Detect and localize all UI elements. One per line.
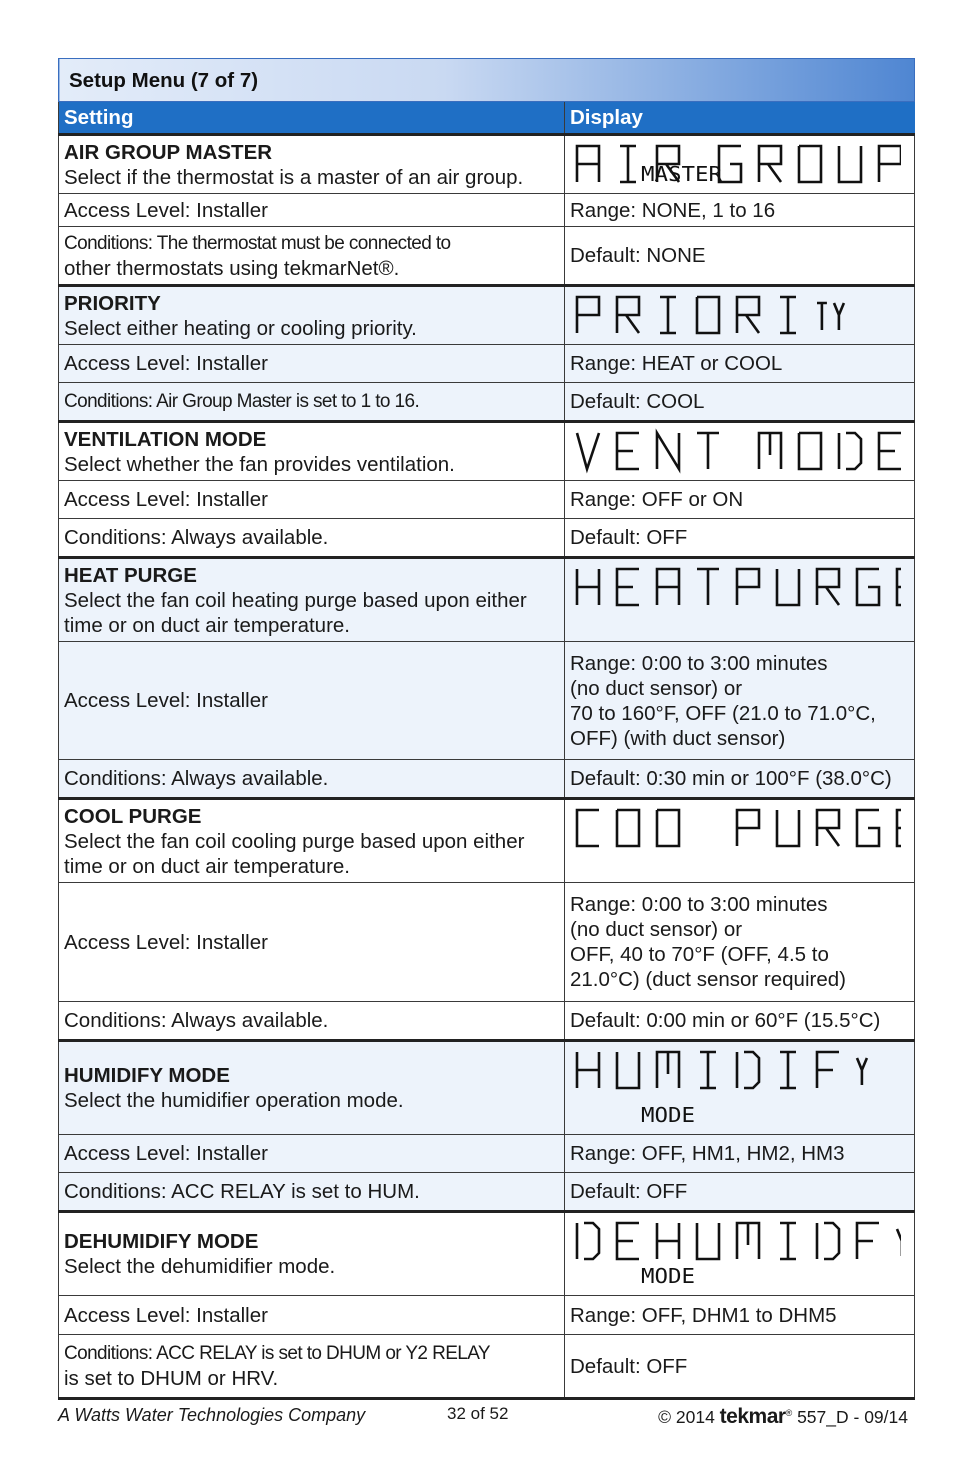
lcd-char	[577, 1052, 599, 1088]
access-level: Access Level: Installer	[59, 883, 565, 1002]
range-value	[565, 642, 915, 760]
conditions-line: other thermostats using tekmarNet®.	[64, 256, 400, 280]
lcd-char	[577, 433, 599, 469]
conditions-line: Conditions: ACC RELAY is set to HUM.	[64, 1180, 420, 1203]
lcd-char	[657, 569, 679, 605]
conditions-line: Conditions: Always available.	[64, 767, 329, 790]
air-group-master-lcd-display	[571, 136, 901, 193]
conditions-row-heat-purge	[59, 760, 915, 799]
dehumidify-mode-lcd-subtext: MODE	[641, 1264, 695, 1288]
conditions	[59, 1002, 565, 1041]
lcd-char	[817, 303, 827, 330]
range-line: 21.0°C) (duct sensor required)	[570, 968, 846, 991]
setting-cell	[59, 135, 565, 194]
setting-row-humidify-mode	[59, 1041, 915, 1135]
setting-cell	[59, 422, 565, 481]
lcd-char	[737, 569, 759, 605]
access-row-air-group-master	[59, 194, 915, 227]
access-level: Access Level: Installer	[59, 642, 565, 760]
display-cell	[565, 1212, 915, 1296]
access-level: Access Level: Installer	[59, 481, 565, 519]
setting-description: Select if the thermostat is a master of an air group.	[64, 165, 524, 189]
range-value	[565, 883, 915, 1002]
lcd-char	[759, 146, 781, 182]
lcd-char	[617, 1052, 639, 1088]
priority-lcd-display	[571, 287, 901, 344]
default-value: Default: OFF	[565, 1335, 915, 1399]
setting-row-ventilation-mode	[59, 422, 915, 481]
lcd-char	[759, 433, 781, 469]
access-level: Access Level: Installer	[59, 194, 565, 227]
lcd-char	[817, 1223, 839, 1259]
range-value	[565, 194, 915, 227]
range-line: Range: 0:00 to 3:00 minutes	[570, 651, 828, 675]
conditions	[59, 1335, 565, 1399]
lcd-char	[577, 569, 599, 605]
lcd-char	[897, 810, 901, 846]
setting-name: AIR GROUP MASTER	[64, 140, 273, 164]
range-value	[565, 481, 915, 519]
lcd-char	[839, 146, 861, 182]
setting-description: Select the fan coil heating purge based upon either time or on duct air temperature.	[64, 588, 527, 637]
display-cell	[565, 799, 915, 883]
conditions-line: Conditions: The thermostat must be connected to	[64, 232, 451, 254]
access-row-priority	[59, 345, 915, 383]
access-row-cool-purge	[59, 883, 915, 1002]
setting-description: Select the humidifier operation mode.	[64, 1089, 404, 1112]
setting-name: COOL PURGE	[64, 804, 202, 828]
lcd-char	[897, 569, 901, 605]
lcd-char	[719, 146, 741, 182]
lcd-char	[857, 810, 879, 846]
lcd-char	[697, 297, 719, 333]
lcd-char	[780, 1052, 796, 1088]
lcd-char	[577, 146, 599, 182]
display-cell	[565, 558, 915, 642]
ventilation-mode-lcd-display	[571, 423, 901, 480]
default-value: Default: NONE	[565, 227, 915, 286]
lcd-char	[817, 1052, 839, 1088]
setting-row-dehumidify-mode	[59, 1212, 915, 1296]
lcd-char	[799, 146, 821, 182]
setting-row-cool-purge	[59, 799, 915, 883]
lcd-char	[737, 810, 759, 846]
table-title: Setup Menu (7 of 7)	[59, 59, 915, 102]
setting-cell	[59, 558, 565, 642]
lcd-char	[617, 297, 639, 333]
default-value: Default: 0:30 min or 100°F (38.0°C)	[565, 760, 915, 799]
conditions-row-ventilation-mode	[59, 519, 915, 558]
default-value: Default: OFF	[565, 1173, 915, 1212]
footer-doc-code: 557_D - 09/14	[797, 1407, 908, 1427]
setting-cell	[59, 1041, 565, 1135]
lcd-char	[879, 146, 901, 182]
display-cell	[565, 135, 915, 194]
column-header-display: Display	[565, 102, 915, 135]
humidify-mode-lcd-subtext: MODE	[641, 1103, 695, 1127]
humidify-mode-lcd-display	[571, 1042, 901, 1134]
setup-menu-table	[58, 58, 915, 1400]
conditions-row-air-group-master	[59, 227, 915, 286]
lcd-char	[857, 569, 879, 605]
setting-row-priority	[59, 286, 915, 345]
lcd-char	[737, 297, 759, 333]
default-value: Default: COOL	[565, 383, 915, 422]
setting-cell	[59, 286, 565, 345]
display-cell	[565, 1041, 915, 1135]
lcd-char	[737, 1223, 759, 1259]
access-row-humidify-mode	[59, 1135, 915, 1173]
conditions	[59, 1173, 565, 1212]
lcd-char	[879, 433, 901, 469]
lcd-char	[620, 146, 636, 182]
heat-purge-lcd-display	[571, 559, 901, 641]
lcd-char	[697, 433, 719, 469]
range-line: Range: 0:00 to 3:00 minutes	[570, 893, 828, 916]
range-line: OFF) (with duct sensor)	[570, 726, 786, 750]
lcd-char	[817, 810, 839, 846]
footer-right	[658, 1405, 908, 1429]
setting-name: VENTILATION MODE	[64, 427, 267, 451]
lcd-char	[577, 297, 599, 333]
lcd-char	[697, 569, 719, 605]
default-value: Default: OFF	[565, 519, 915, 558]
conditions-line: Conditions: ACC RELAY is set to DHUM or Y2 RELAY	[64, 1343, 490, 1364]
lcd-char	[657, 1223, 679, 1259]
lcd-char	[799, 433, 821, 469]
lcd-char	[700, 1052, 716, 1088]
lcd-char	[617, 810, 639, 846]
lcd-char	[617, 433, 639, 469]
column-header-row	[59, 102, 915, 135]
footer-page-number: 32 of 52	[447, 1404, 509, 1423]
range-line: OFF, 40 to 70°F (OFF, 4.5 to	[570, 943, 829, 966]
setting-description: Select whether the fan provides ventilation.	[64, 452, 455, 476]
lcd-char	[857, 1058, 867, 1085]
lcd-char	[577, 810, 599, 846]
cool-purge-lcd-display	[571, 800, 901, 882]
range-line: (no duct sensor) or	[570, 918, 743, 941]
lcd-char	[657, 810, 679, 846]
lcd-char	[617, 1223, 639, 1259]
lcd-char	[577, 1223, 599, 1259]
lcd-char	[657, 1052, 679, 1088]
range-line: 70 to 160°F, OFF (21.0 to 71.0°C,	[570, 701, 876, 725]
lcd-char	[660, 297, 676, 333]
range-line: Range: OFF or ON	[570, 488, 744, 511]
lcd-char	[777, 569, 799, 605]
lcd-char	[780, 297, 796, 333]
lcd-char	[897, 1229, 901, 1256]
lcd-char	[617, 569, 639, 605]
range-line: Range: HEAT or COOL	[570, 352, 783, 375]
setting-cell	[59, 799, 565, 883]
setup-menu-body	[59, 59, 915, 1399]
access-row-dehumidify-mode	[59, 1296, 915, 1335]
lcd-char	[817, 569, 839, 605]
lcd-char	[657, 433, 679, 469]
conditions-row-humidify-mode	[59, 1173, 915, 1212]
dehumidify-mode-lcd-display	[571, 1213, 901, 1295]
conditions-row-priority	[59, 383, 915, 422]
setting-row-heat-purge	[59, 558, 915, 642]
lcd-char	[839, 433, 861, 469]
range-value	[565, 1296, 915, 1335]
registered-mark: ®	[785, 1408, 793, 1419]
access-row-heat-purge	[59, 642, 915, 760]
setting-name: HEAT PURGE	[64, 563, 197, 587]
range-line: (no duct sensor) or	[570, 676, 743, 700]
conditions-line: is set to DHUM or HRV.	[64, 1367, 279, 1390]
conditions	[59, 519, 565, 558]
setting-row-air-group-master	[59, 135, 915, 194]
conditions-row-cool-purge	[59, 1002, 915, 1041]
display-cell	[565, 422, 915, 481]
range-line: Range: NONE, 1 to 16	[570, 198, 776, 222]
conditions-line: Conditions: Air Group Master is set to 1 to 16.	[64, 391, 420, 412]
access-level: Access Level: Installer	[59, 345, 565, 383]
conditions	[59, 227, 565, 286]
setting-name: PRIORITY	[64, 291, 161, 315]
access-level: Access Level: Installer	[59, 1135, 565, 1173]
conditions-row-dehumidify-mode	[59, 1335, 915, 1399]
setting-name: HUMIDIFY MODE	[64, 1064, 230, 1087]
conditions-line: Conditions: Always available.	[64, 526, 329, 549]
column-header-setting: Setting	[59, 102, 565, 135]
range-value	[565, 345, 915, 383]
lcd-char	[777, 810, 799, 846]
conditions	[59, 760, 565, 799]
setting-description: Select the fan coil cooling purge based upon either time or on duct air temperature.	[64, 829, 525, 878]
range-line: Range: OFF, DHM1 to DHM5	[570, 1303, 837, 1327]
lcd-char	[737, 1052, 759, 1088]
air-group-master-lcd-subtext: MASTER	[641, 162, 724, 186]
access-level: Access Level: Installer	[59, 1296, 565, 1335]
lcd-char	[857, 1223, 879, 1259]
footer-copyright: © 2014	[658, 1407, 715, 1427]
range-value	[565, 1135, 915, 1173]
footer-company: A Watts Water Technologies Company	[58, 1405, 366, 1425]
lcd-char	[697, 1223, 719, 1259]
display-cell	[565, 286, 915, 345]
tekmar-logo: tekmar	[719, 1405, 786, 1428]
range-line: Range: OFF, HM1, HM2, HM3	[570, 1142, 845, 1165]
setting-description: Select the dehumidifier mode.	[64, 1255, 336, 1278]
setting-description: Select either heating or cooling priority.	[64, 316, 417, 340]
conditions	[59, 383, 565, 422]
default-value: Default: 0:00 min or 60°F (15.5°C)	[565, 1002, 915, 1041]
lcd-char	[780, 1223, 796, 1259]
setting-name: DEHUMIDIFY MODE	[64, 1230, 259, 1253]
lcd-char	[834, 303, 844, 330]
access-row-ventilation-mode	[59, 481, 915, 519]
conditions-line: Conditions: Always available.	[64, 1009, 329, 1032]
setting-cell	[59, 1212, 565, 1296]
